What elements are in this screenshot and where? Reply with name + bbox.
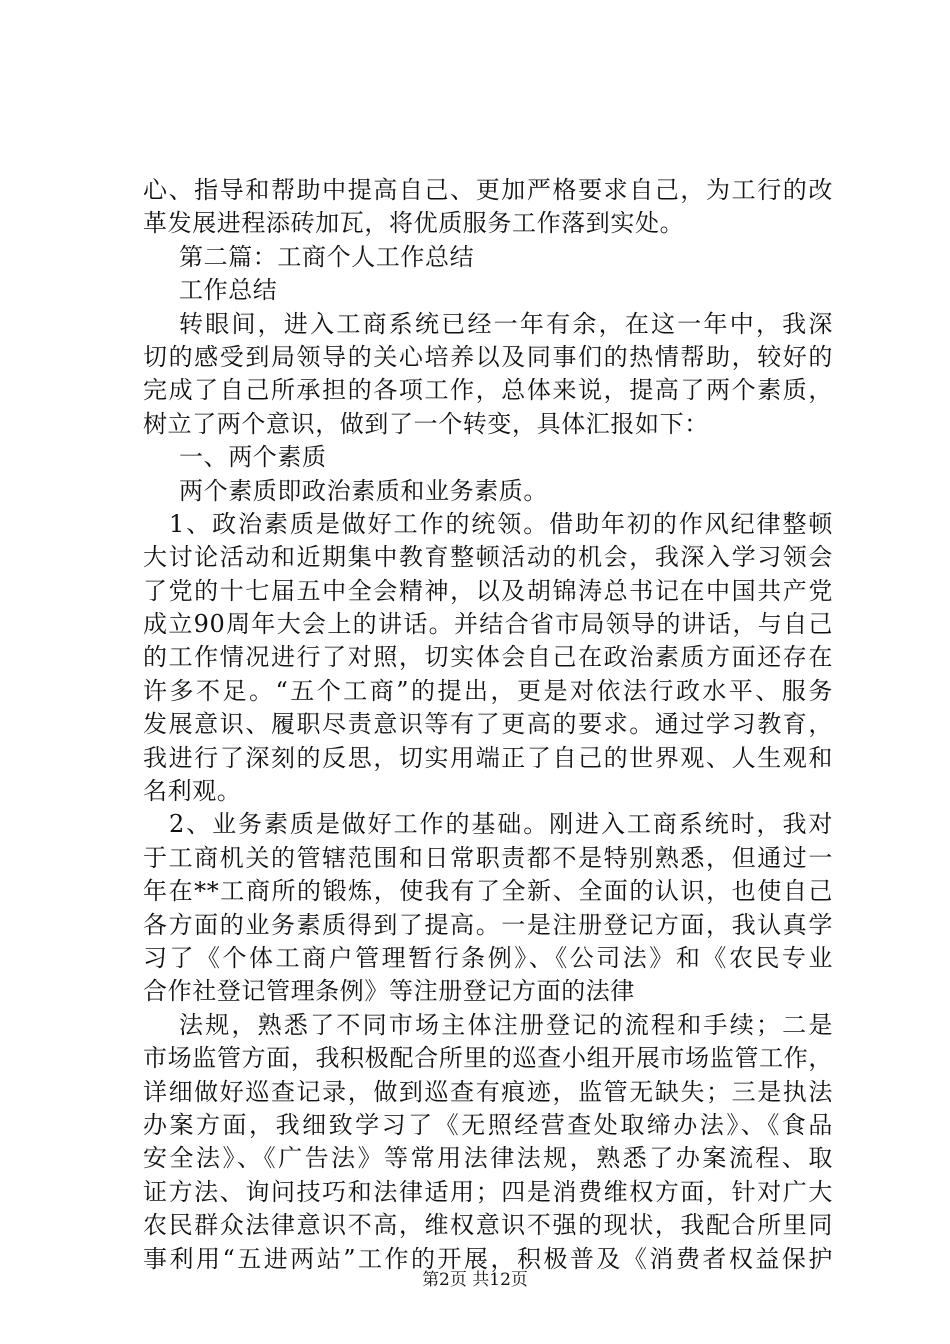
text-line: 第二篇：工商个人工作总结 <box>179 242 475 271</box>
text-line: 的工作情况进行了对照，切实体会自己在政治素质方面还存在 <box>143 643 833 672</box>
text-line: 证方法、询问技巧和法律适用；四是消费维权方面，针对广大 <box>143 1177 833 1206</box>
document-body <box>143 174 833 1276</box>
text-line: 许多不足。“五个工商”的提出，更是对依法行政水平、服务 <box>143 676 833 705</box>
text-line: 名利观。 <box>143 777 242 806</box>
text-line: 树立了两个意识，做到了一个转变，具体汇报如下： <box>143 409 709 438</box>
text-line: 心、指导和帮助中提高自己、更加严格要求自己，为工行的改 <box>143 176 833 204</box>
text-line: 大讨论活动和近期集中教育整顿活动的机会，我深入学习领会 <box>143 543 833 572</box>
text-line: 各方面的业务素质得到了提高。一是注册登记方面，我认真学 <box>143 910 833 939</box>
text-line: 1、政治素质是做好工作的统领。借助年初的作风纪律整顿 <box>169 509 833 538</box>
text-line: 发展意识、履职尽责意识等有了更高的要求。通过学习教育， <box>143 710 833 739</box>
text-line: 合作社登记管理条例》等注册登记方面的法律 <box>143 977 635 1006</box>
text-line: 革发展进程添砖加瓦，将优质服务工作落到实处。 <box>143 209 685 238</box>
text-line: 切的感受到局领导的关心培养以及同事们的热情帮助，较好的 <box>143 342 833 371</box>
text-line: 法规，熟悉了不同市场主体注册登记的流程和手续；二是 <box>179 1010 833 1039</box>
text-line: 事利用“五进两站”工作的开展，积极普及《消费者权益保护 <box>143 1244 833 1273</box>
text-line: 2、业务素质是做好工作的基础。刚进入工商系统时，我对 <box>169 810 833 839</box>
text-line: 了党的十七届五中全会精神，以及胡锦涛总书记在中国共产党 <box>143 576 833 605</box>
text-line: 我进行了深刻的反思，切实用端正了自己的世界观、人生观和 <box>143 743 833 772</box>
text-line: 完成了自己所承担的各项工作，总体来说，提高了两个素质， <box>143 376 833 405</box>
text-line: 于工商机关的管辖范围和日常职责都不是特别熟悉，但通过一 <box>143 843 833 872</box>
text-line: 两个素质即政治素质和业务素质。 <box>179 476 548 505</box>
text-line: 成立90周年大会上的讲话。并结合省市局领导的讲话，与自己 <box>143 610 833 639</box>
text-line: 市场监管方面，我积极配合所里的巡查小组开展市场监管工作， <box>143 1044 833 1073</box>
text-line: 一、两个素质 <box>179 443 327 472</box>
text-line: 农民群众法律意识不高，维权意识不强的现状，我配合所里同 <box>143 1211 833 1240</box>
text-line: 习了《个体工商户管理暂行条例》、《公司法》和《农民专业 <box>143 943 833 972</box>
page-number-footer: 第2页 共12页 <box>422 1270 528 1290</box>
text-line: 工作总结 <box>179 276 278 305</box>
text-line: 详细做好巡查记录，做到巡查有痕迹，监管无缺失；三是执法 <box>143 1077 833 1106</box>
text-line: 安全法》、《广告法》等常用法律法规，熟悉了办案流程、取 <box>143 1144 833 1173</box>
text-line: 办案方面，我细致学习了《无照经营查处取缔办法》、《食品 <box>143 1110 833 1139</box>
text-line: 转眼间，进入工商系统已经一年有余，在这一年中，我深 <box>179 309 833 338</box>
text-line: 年在**工商所的锻炼，使我有了全新、全面的认识，也使自己 <box>143 877 833 906</box>
